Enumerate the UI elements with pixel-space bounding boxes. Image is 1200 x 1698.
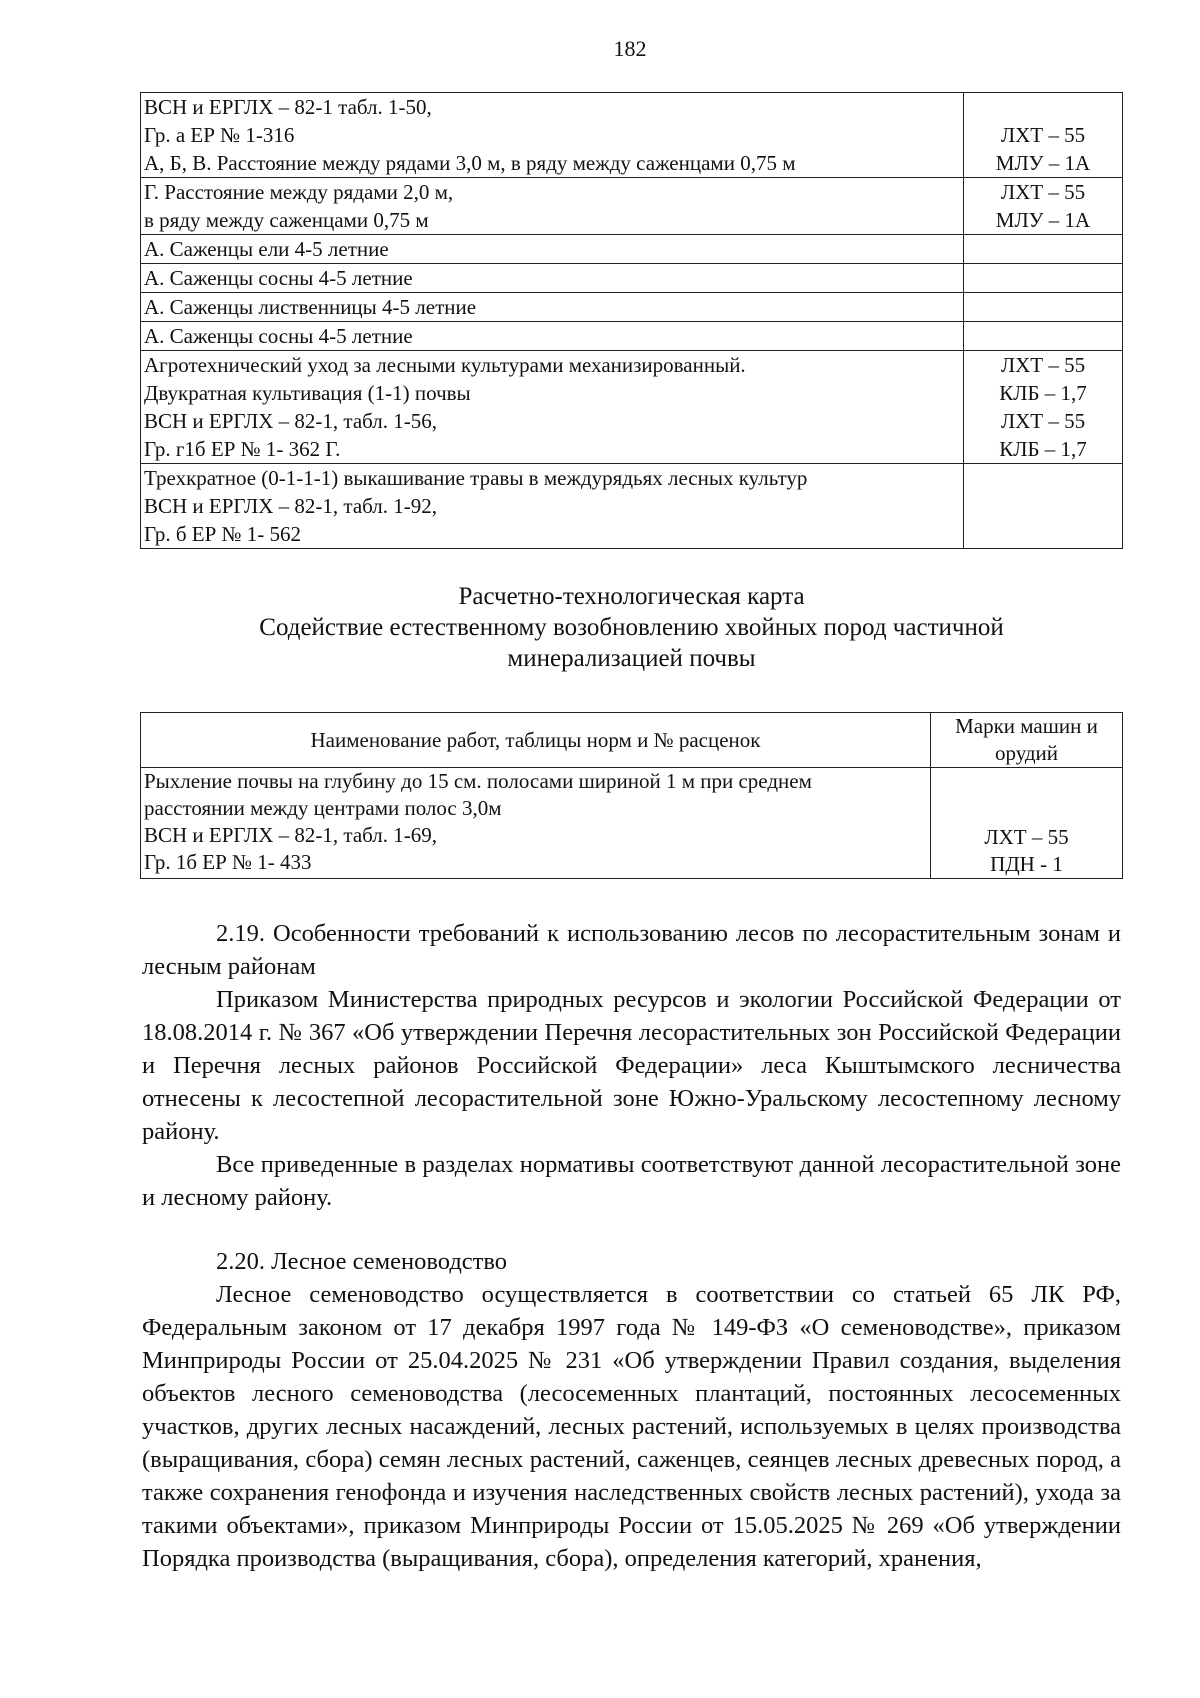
cell-line: Гр. 1б ЕР № 1- 433 xyxy=(144,850,312,874)
table-row xyxy=(141,768,1123,879)
cell-line: А, Б, В. Расстояние между рядами 3,0 м, в ряду между саженцами 0,75 м xyxy=(144,151,796,175)
section-2-20 xyxy=(142,1245,1121,1575)
paragraph: Все приведенные в разделах нормативы соответствуют данной лесорастительной зоне и лесному району. xyxy=(142,1151,1121,1211)
work-description-cell xyxy=(141,322,964,351)
table-row xyxy=(141,293,1123,322)
column-header-machines: Марки машин и орудий xyxy=(931,713,1123,768)
cell-line xyxy=(934,796,1119,824)
table-row xyxy=(141,235,1123,264)
title-line: Содействие естественному возобновлению хвойных пород частичной xyxy=(259,614,1004,641)
cell-line: ЛХТ – 55 xyxy=(1000,123,1086,147)
machine-cell xyxy=(964,178,1123,235)
cell-line: МЛУ – 1А xyxy=(995,151,1091,175)
table-row xyxy=(141,264,1123,293)
section-heading: 2.20. Лесное семеноводство xyxy=(216,1248,508,1275)
cell-line: Гр. а ЕР № 1-316 xyxy=(144,123,295,147)
machine-cell xyxy=(964,351,1123,464)
cell-line: ВСН и ЕРГЛХ – 82-1, табл. 1-56, xyxy=(144,409,438,433)
cell-line: ПДН - 1 xyxy=(990,852,1063,876)
cell-line: Двукратная культивация (1-1) почвы xyxy=(144,381,471,405)
cell-line xyxy=(967,93,1119,121)
cell-line xyxy=(934,768,1119,796)
cell-line: А. Саженцы ели 4-5 летние xyxy=(144,237,389,261)
cell-line: КЛБ – 1,7 xyxy=(999,381,1087,405)
cell-line: расстоянии между центрами полос 3,0м xyxy=(144,796,502,820)
table-row xyxy=(141,93,1123,178)
cell-line: А. Саженцы сосны 4-5 летние xyxy=(144,266,413,290)
page-number: 182 xyxy=(613,36,647,61)
cell-line: КЛБ – 1,7 xyxy=(999,437,1087,461)
cell-line: ЛХТ – 55 xyxy=(984,825,1069,849)
machine-cell xyxy=(964,235,1123,264)
work-description-cell xyxy=(141,264,964,293)
cell-line: МЛУ – 1А xyxy=(995,208,1091,232)
work-description-cell xyxy=(141,351,964,464)
column-header-works: Наименование работ, таблицы норм и № расценок xyxy=(141,713,931,768)
section-heading: 2.19. Особенности требований к использованию лесов по лесорастительным зонам и лесным районам xyxy=(142,920,1121,980)
machine-cell xyxy=(964,293,1123,322)
work-description-cell xyxy=(141,768,931,879)
table-row xyxy=(141,178,1123,235)
cell-line: Агротехнический уход за лесными культурами механизированный. xyxy=(144,353,746,377)
works-table-continued xyxy=(140,92,1123,549)
tech-card-table xyxy=(140,712,1123,879)
paragraph: Приказом Министерства природных ресурсов и экологии Российской Федерации от 18.08.2014 г. № 367 «Об утверждении Перечня лесорастительных зон Российской Федерации и Перечня лесных районов Российской Федерации» леса Кыштымского лесничества отнесены к лесостепной лесорастительной зоне Южно-Уральскому лесостепному лесному району. xyxy=(142,986,1121,1145)
table-header-row xyxy=(141,713,1123,768)
cell-line: ЛХТ – 55 xyxy=(1000,180,1086,204)
cell-line: в ряду между саженцами 0,75 м xyxy=(144,208,429,232)
paragraph: Лесное семеноводство осуществляется в соответствии со статьей 65 ЛК РФ, Федеральным законом от 17 декабря 1997 года № 149-ФЗ «О семеноводстве», приказом Минприроды России от 25.04.2025 № 231 «Об утверждении Правил создания, выделения объектов лесного семеноводства (лесосеменных плантаций, постоянных лесосеменных участков, других лесных насаждений, лесных растений, используемых в целях производства (выращивания, сбора) семян лесных растений, саженцев, сеянцев лесных древесных пород, а также сохранения генофонда и изучения наследственных свойств лесных растений), ухода за такими объектами», приказом Минприроды России от 15.05.2025 № 269 «Об утверждении Порядка производства (выращивания, сбора), определения категорий, хранения, xyxy=(142,1281,1121,1572)
title-line: Расчетно-технологическая карта xyxy=(458,583,805,610)
table-row xyxy=(141,322,1123,351)
work-description-cell xyxy=(141,93,964,178)
machine-cell xyxy=(964,93,1123,178)
cell-line: А. Саженцы сосны 4-5 летние xyxy=(144,324,413,348)
cell-line: Г. Расстояние между рядами 2,0 м, xyxy=(144,180,454,204)
cell-line: Гр. г1б ЕР № 1- 362 Г. xyxy=(144,437,341,461)
cell-line: ВСН и ЕРГЛХ – 82-1, табл. 1-69, xyxy=(144,823,438,847)
cell-line: А. Саженцы лиственницы 4-5 летние xyxy=(144,295,477,319)
cell-line: Трехкратное (0-1-1-1) выкашивание травы в междурядьях лесных культур xyxy=(144,466,808,490)
section-2-19 xyxy=(142,917,1121,1214)
cell-line: Гр. б ЕР № 1- 562 xyxy=(144,522,302,546)
cell-line: ВСН и ЕРГЛХ – 82-1, табл. 1-92, xyxy=(144,494,438,518)
cell-line: Рыхление почвы на глубину до 15 см. полосами шириной 1 м при среднем xyxy=(144,769,812,793)
cell-line: ЛХТ – 55 xyxy=(1000,409,1086,433)
cell-line: ЛХТ – 55 xyxy=(1000,353,1086,377)
cell-line: ВСН и ЕРГЛХ – 82-1 табл. 1-50, xyxy=(144,95,432,119)
machine-cell xyxy=(964,264,1123,293)
work-description-cell xyxy=(141,464,964,549)
work-description-cell xyxy=(141,178,964,235)
machine-cell xyxy=(964,322,1123,351)
work-description-cell xyxy=(141,293,964,322)
table-row xyxy=(141,351,1123,464)
machine-cell xyxy=(964,464,1123,549)
machine-cell xyxy=(931,768,1123,879)
table-row xyxy=(141,464,1123,549)
tech-card-title xyxy=(140,581,1123,674)
work-description-cell xyxy=(141,235,964,264)
title-line: минерализацией почвы xyxy=(507,645,756,672)
